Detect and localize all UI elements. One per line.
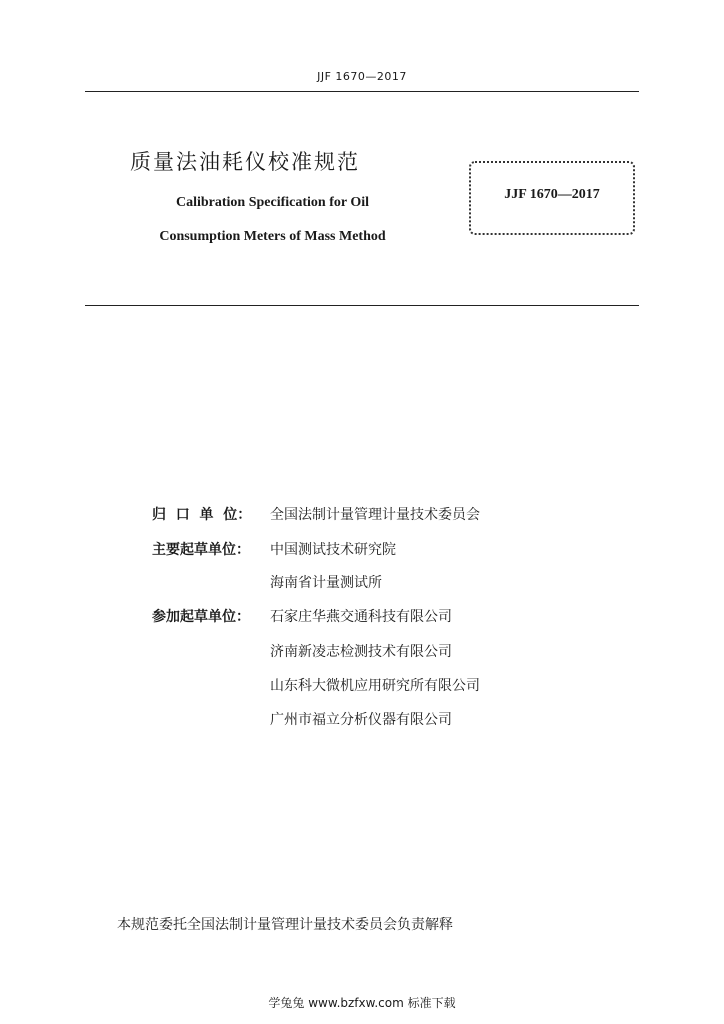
main-drafter-1: 中国测试技术研究院 xyxy=(270,542,396,558)
participating-drafter-2: 济南新凌志检测技术有限公司 xyxy=(270,644,452,660)
title-english-line1: Calibration Specification for Oil xyxy=(175,195,369,210)
responsible-unit-value: 全国法制计量管理计量技术委员会 xyxy=(270,507,480,523)
interpretation-statement: 本规范委托全国法制计量管理计量技术委员会负责解释 xyxy=(117,917,453,933)
main-drafter-2: 海南省计量测试所 xyxy=(270,575,382,591)
title-separator-rule xyxy=(85,305,639,306)
top-rule xyxy=(85,91,639,92)
standard-code-box xyxy=(469,161,635,235)
participating-drafters-label: 参加起草单位： xyxy=(152,609,250,625)
header-standard-code: JJF 1670—2017 xyxy=(317,70,407,83)
participating-drafter-1: 石家庄华燕交通科技有限公司 xyxy=(270,609,452,625)
responsible-unit-label: 归 口 单 位： xyxy=(152,507,252,523)
title-chinese: 质量法油耗仪校准规范 xyxy=(130,150,360,174)
footer-watermark: 学兔兔 www.bzfxw.com 标准下载 xyxy=(268,996,456,1010)
standard-code-box-text: JJF 1670—2017 xyxy=(504,187,600,202)
main-drafters-label: 主要起草单位： xyxy=(152,542,250,558)
title-english-line2: Consumption Meters of Mass Method xyxy=(159,229,386,244)
participating-drafter-3: 山东科大微机应用研究所有限公司 xyxy=(270,678,480,694)
participating-drafter-4: 广州市福立分析仪器有限公司 xyxy=(270,712,452,728)
